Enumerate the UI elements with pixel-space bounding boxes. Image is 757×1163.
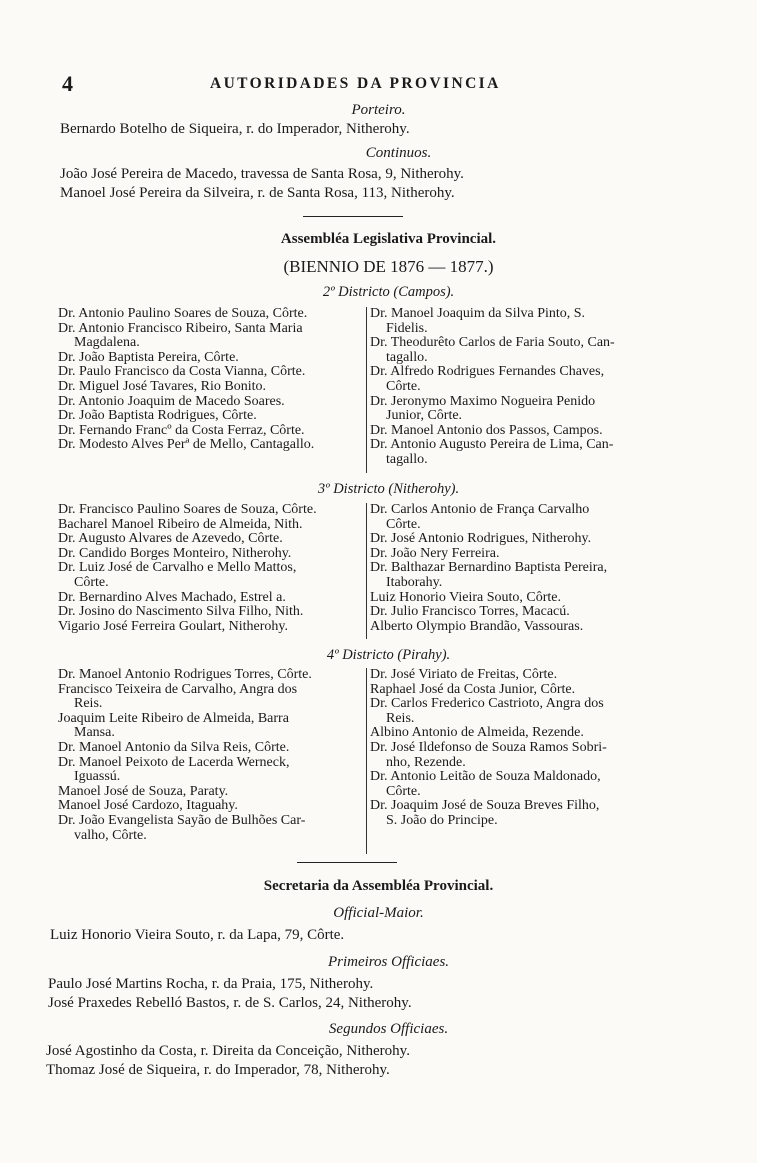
deputy-entry-cont: Côrte.: [386, 516, 421, 532]
segundos-entry: José Agostinho da Costa, r. Direita da Conceição, Nitherohy.: [46, 1043, 410, 1059]
deputy-entry: Dr. Carlos Frederico Castrioto, Angra dos: [370, 696, 604, 712]
deputy-entry-cont: Côrte.: [386, 378, 421, 394]
deputy-entry: Dr. José Antonio Rodrigues, Nitherohy.: [370, 531, 592, 547]
primeiros-entry: José Praxedes Rebelló Bastos, r. de S. Carlos, 24, Nitherohy.: [48, 995, 412, 1011]
segundos-entry: Thomaz José de Siqueira, r. do Imperador, 78, Nitherohy.: [46, 1062, 390, 1078]
deputy-entry: Albino Antonio de Almeida, Rezende.: [370, 725, 584, 741]
deputy-entry: Dr. Paulo Francisco da Costa Vianna, Côrte.: [58, 364, 306, 380]
deputy-entry: Dr. Bernardino Alves Machado, Estrel a.: [58, 589, 286, 605]
deputy-entry: Luiz Honorio Vieira Souto, Côrte.: [370, 589, 561, 605]
deputy-entry: Alberto Olympio Brandão, Vassouras.: [370, 618, 584, 634]
deputy-entry-cont: Fidelis.: [386, 320, 428, 336]
deputy-entry: Dr. Francisco Paulino Soares de Souza, Côrte.: [58, 502, 317, 517]
deputy-entry: Dr. Julio Francisco Torres, Macacú.: [370, 604, 570, 620]
deputy-entry-cont: tagallo.: [386, 451, 428, 467]
deputy-entry: Dr. Josino do Nascimento Silva Filho, Nith.: [58, 604, 304, 620]
deputy-entry: Manoel José de Souza, Paraty.: [58, 783, 229, 799]
deputy-entry: Dr. Balthazar Bernardino Baptista Pereira,: [370, 560, 608, 576]
district-3-right-column: [370, 503, 682, 634]
deputy-entry: Francisco Teixeira de Carvalho, Angra dos: [58, 681, 298, 697]
deputy-entry-cont: Reis.: [74, 696, 103, 712]
porteiro-entry: Bernardo Botelho de Siqueira, r. do Imperador, Nitherohy.: [60, 121, 410, 137]
deputy-entry: Dr. Antonio Paulino Soares de Souza, Côrte.: [58, 306, 308, 321]
deputy-entry-cont: Junior, Côrte.: [386, 408, 463, 424]
deputy-entry: Dr. Antonio Leitão de Souza Maldonado,: [370, 769, 601, 785]
deputy-entry: Dr. José Viriato de Freitas, Côrte.: [370, 667, 558, 682]
continuos-heading: Continuos.: [365, 145, 432, 161]
primeiros-entry: Paulo José Martins Rocha, r. da Praia, 175, Nitherohy.: [48, 976, 374, 992]
deputy-entry: Dr. Joaquim José de Souza Breves Filho,: [370, 798, 600, 814]
column-divider: [366, 668, 367, 854]
deputy-entry: Dr. Miguel José Tavares, Rio Bonito.: [58, 378, 266, 394]
divider: [297, 862, 397, 863]
primeiros-heading: Primeiros Officiaes.: [327, 954, 450, 970]
district-2-right-column: [370, 307, 682, 468]
continuos-entry: Manoel José Pereira da Silveira, r. de Santa Rosa, 113, Nitherohy.: [60, 185, 455, 201]
deputy-entry: Dr. Antonio Francisco Ribeiro, Santa Maria: [58, 320, 303, 336]
deputy-entry: Dr. João Nery Ferreira.: [370, 545, 500, 561]
deputy-entry: Dr. Alfredo Rodrigues Fernandes Chaves,: [370, 364, 605, 380]
district-3-heading: 3º Districto (Nitherohy).: [317, 481, 460, 497]
segundos-heading: Segundos Officiaes.: [328, 1021, 449, 1037]
biennio: (BIENNIO DE 1876 — 1877.): [283, 257, 494, 276]
deputy-entry: Dr. Fernando Francº da Costa Ferraz, Côrte.: [58, 422, 305, 438]
column-divider: [366, 503, 367, 639]
deputy-entry-cont: Magdalena.: [74, 335, 140, 351]
running-head: AUTORIDADES DA PROVINCIA: [210, 75, 501, 92]
deputy-entry-cont: Côrte.: [74, 574, 109, 590]
district-4-right-column: [370, 668, 682, 829]
continuos-entry: João José Pereira de Macedo, travessa de Santa Rosa, 9, Nitherohy.: [60, 166, 464, 182]
deputy-entry: Dr. Carlos Antonio de França Carvalho: [370, 502, 590, 517]
official-maior-heading: Official-Maior.: [333, 905, 424, 921]
district-3-left-column: [58, 503, 362, 634]
deputy-entry: Dr. João Baptista Pereira, Côrte.: [58, 349, 239, 365]
deputy-entry-cont: Mansa.: [74, 725, 115, 741]
deputy-entry: Vigario José Ferreira Goulart, Nitherohy.: [58, 618, 288, 634]
secretaria-title: Secretaria da Assembléa Provincial.: [263, 878, 494, 894]
deputy-entry-cont: valho, Côrte.: [74, 827, 147, 843]
deputy-entry: Dr. Manoel Antonio Rodrigues Torres, Côrte.: [58, 667, 312, 682]
deputy-entry: Manoel José Cardozo, Itaguahy.: [58, 798, 238, 814]
district-2-heading: 2º Districto (Campos).: [322, 284, 455, 300]
deputy-entry: Dr. João Baptista Rodrigues, Côrte.: [58, 408, 257, 424]
deputy-entry: Dr. Modesto Alves Perª de Mello, Cantagallo.: [58, 437, 315, 453]
deputy-entry-cont: Reis.: [386, 710, 415, 726]
deputy-entry-cont: Côrte.: [386, 783, 421, 799]
deputy-entry-cont: Itaborahy.: [386, 574, 443, 590]
deputy-entry-cont: S. João do Principe.: [386, 812, 498, 828]
deputy-entry: Bacharel Manoel Ribeiro de Almeida, Nith.: [58, 516, 303, 532]
deputy-entry: Dr. Manoel Antonio da Silva Reis, Côrte.: [58, 739, 290, 755]
column-divider: [366, 307, 367, 473]
official-maior-entry: Luiz Honorio Vieira Souto, r. da Lapa, 79, Côrte.: [50, 927, 345, 943]
deputy-entry: Dr. Candido Borges Monteiro, Nitherohy.: [58, 545, 292, 561]
district-2-left-column: [58, 307, 362, 453]
deputy-entry: Dr. Manoel Antonio dos Passos, Campos.: [370, 422, 603, 438]
deputy-entry: Dr. Antonio Joaquim de Macedo Soares.: [58, 393, 285, 409]
deputy-entry: Dr. Augusto Alvares de Azevedo, Côrte.: [58, 531, 283, 547]
deputy-entry-cont: nho, Rezende.: [386, 754, 466, 770]
district-4-left-column: [58, 668, 362, 843]
assembleia-title: Assembléa Legislativa Provincial.: [280, 231, 497, 247]
deputy-entry: Dr. Manoel Peixoto de Lacerda Werneck,: [58, 754, 290, 770]
divider: [303, 216, 403, 217]
deputy-entry: Dr. Luiz José de Carvalho e Mello Mattos,: [58, 560, 297, 576]
page-number: 4: [62, 71, 73, 96]
deputy-entry: Dr. João Evangelista Sayão de Bulhões Car-: [58, 812, 306, 828]
deputy-entry-cont: tagallo.: [386, 349, 428, 365]
deputy-entry-cont: Iguassú.: [74, 769, 121, 785]
porteiro-heading: Porteiro.: [351, 102, 406, 118]
deputy-entry: Dr. Theodurêto Carlos de Faria Souto, Can-: [370, 335, 615, 351]
deputy-entry: Joaquim Leite Ribeiro de Almeida, Barra: [58, 710, 289, 726]
deputy-entry: Raphael José da Costa Junior, Côrte.: [370, 681, 576, 697]
deputy-entry: Dr. Jeronymo Maximo Nogueira Penido: [370, 393, 596, 409]
deputy-entry: Dr. Manoel Joaquim da Silva Pinto, S.: [370, 306, 586, 321]
district-4-heading: 4º Districto (Pirahy).: [326, 647, 451, 663]
deputy-entry: Dr. Antonio Augusto Pereira de Lima, Can-: [370, 437, 614, 453]
deputy-entry: Dr. José Ildefonso de Souza Ramos Sobri-: [370, 739, 607, 755]
